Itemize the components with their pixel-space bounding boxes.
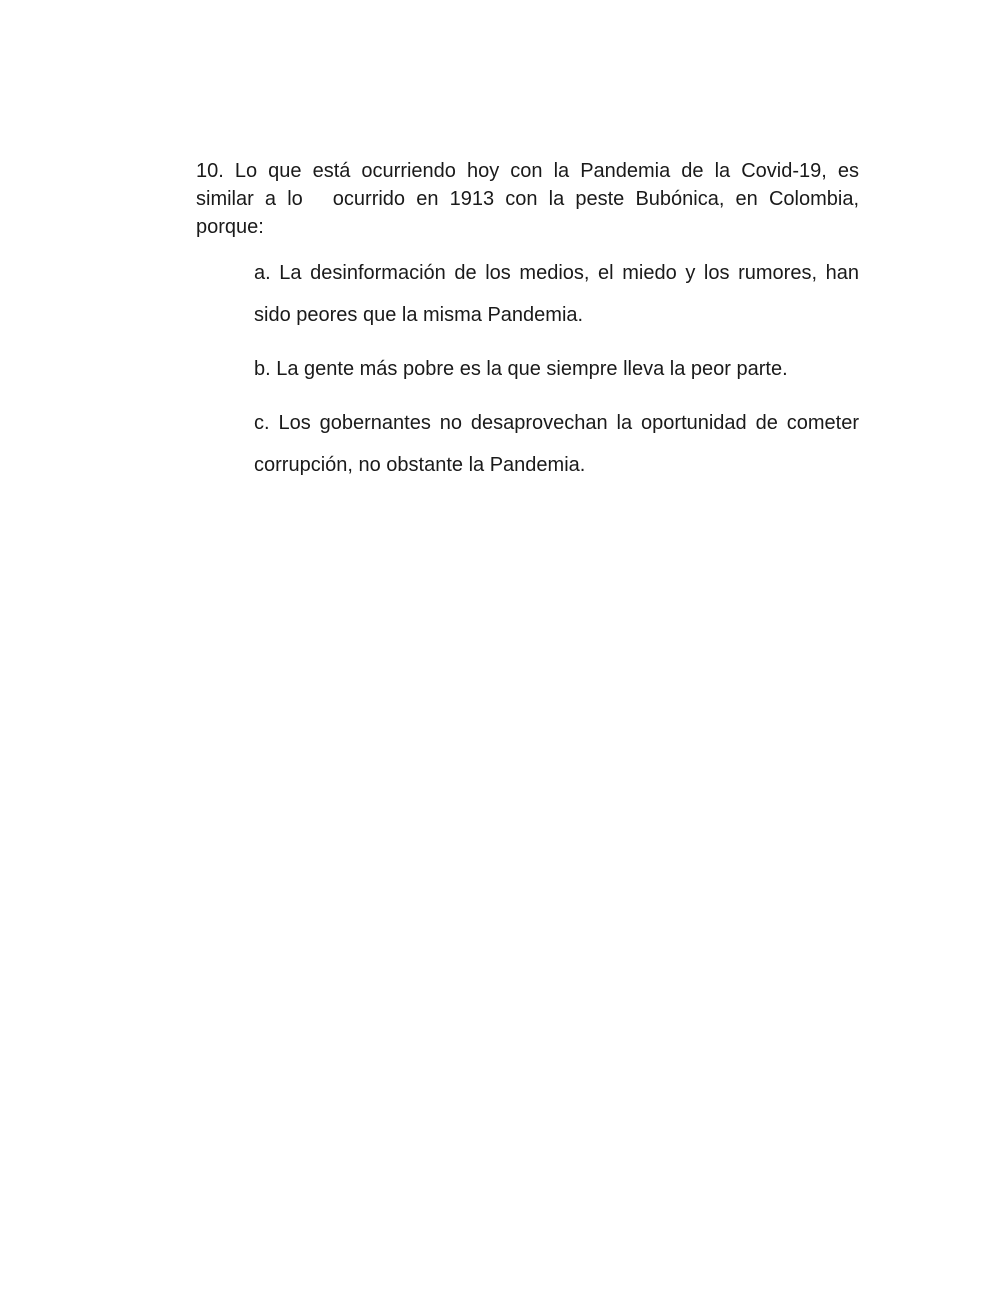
question-10: [196, 157, 859, 241]
option-b[interactable]: [254, 348, 859, 390]
option-c-line-1: c. Los gobernantes no desaprovechan la oportunidad de cometer: [254, 412, 859, 434]
answer-options: [254, 252, 859, 498]
option-b-line-1: b. La gente más pobre es la que siempre lleva la peor parte.: [254, 358, 788, 380]
question-line-2: [196, 185, 859, 213]
question-line-1: 10. Lo que está ocurriendo hoy con la Pandemia de la Covid-19, es: [196, 160, 859, 182]
option-a-line-2: sido peores que la misma Pandemia.: [254, 304, 584, 326]
question-line-3: porque:: [196, 216, 264, 238]
option-a-line-1: a. La desinformación de los medios, el miedo y los rumores, han: [254, 262, 859, 284]
question-line-2-start: similar a lo: [196, 188, 303, 210]
question-line-2-end: ocurrido en 1913 con la peste Bubónica, en Colombia,: [332, 188, 859, 210]
option-a[interactable]: [254, 252, 859, 336]
option-c-line-2: corrupción, no obstante la Pandemia.: [254, 454, 586, 476]
option-c[interactable]: [254, 402, 859, 486]
